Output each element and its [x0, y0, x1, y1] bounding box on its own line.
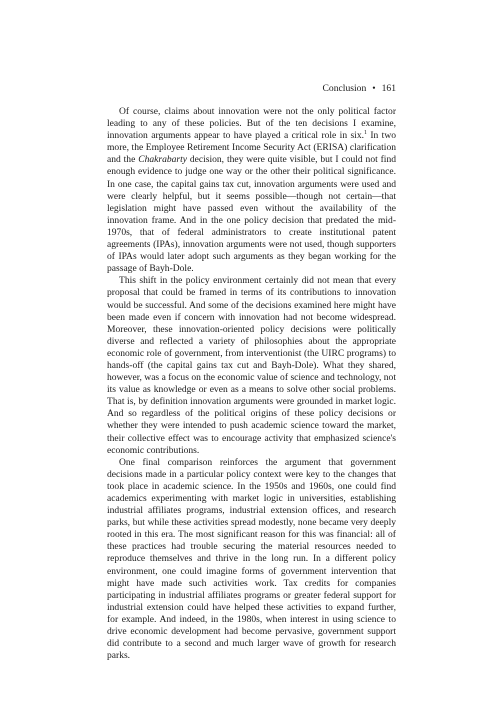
paragraph-1-text-a: Of course, claims about innovation were not the only political factor leading to any of these policies. But of the ten decisions I examine, innovation arguments appear to have played a critical role in six. — [107, 106, 396, 142]
paragraph-1 — [107, 106, 396, 275]
page-number: 161 — [381, 83, 396, 94]
paragraph-2: This shift in the policy environment certainly did not mean that every proposal that could be framed in terms of its contributions to innovation would be successful. And some of the decisions examined here might have been made even if concern with innovation had not become widespread. Moreover, these innovation-oriented policy decisions were politically diverse and reflected a variety of philosophies about the appropriate economic role of government, from interventionist (the UIRC programs) to hands-off (the capital gains tax cut and Bayh-Dole). What they shared, however, was a focus on the economic value of science and technology, not its value as knowledge or even as a means to solve other social problems. That is, by definition innovation arguments were grounded in market logic. And so regardless of the political origins of these policy decisions or whether they were intended to push academic science toward the market, their collective effect was to encourage activity that emphasized science's economic contributions. — [107, 275, 396, 456]
running-header-title: Conclusion — [322, 83, 367, 94]
running-header — [323, 83, 396, 95]
bullet-separator: • — [372, 83, 376, 94]
paragraph-1-text-b: In two more, the Employee Retirement Income Security Act (ERISA) clarification and the — [107, 130, 396, 166]
paragraph-1-text-c: decision, they were quite visible, but I could not find enough evidence to judge one way or the other their political significance. In one case, the capital gains tax cut, innovation arguments were used and were clearly helpful, but it seems possible—though not certain—that legislation might have passed even without the availability of the innovation frame. And in the one policy decision that predated the mid-1970s, that of federal administrators to create institutional patent agreements (IPAs), innovation arguments were not used, though supporters of IPAs would later adopt such arguments as they began working for the passage of Bayh-Dole. — [107, 154, 396, 275]
paragraph-3: One final comparison reinforces the argument that government decisions made in a particular policy context were key to the changes that took place in academic science. In the 1950s and 1960s, one could find academics experimenting with market logic in universities, establishing industrial affiliates programs, industrial extension offices, and research parks, but while these activities spread modestly, none became very deeply rooted in this era. The most significant reason for this was financial: all of these practices had trouble securing the material resources needed to reproduce themselves and thrive in the long run. In a different policy environment, one could imagine forms of government intervention that might have made such activities work. Tax credits for companies participating in industrial affiliates programs or greater federal support for industrial extension could have helped these activities to expand further, for example. And indeed, in the 1980s, when interest in using science to drive economic development had become pervasive, government support did contribute to a second and much larger wave of growth for research parks. — [107, 456, 396, 662]
footnote-marker-1[interactable]: 1 — [363, 130, 367, 137]
body-text — [107, 106, 396, 662]
case-name-chakrabarty: Chakrabarty — [138, 154, 187, 166]
